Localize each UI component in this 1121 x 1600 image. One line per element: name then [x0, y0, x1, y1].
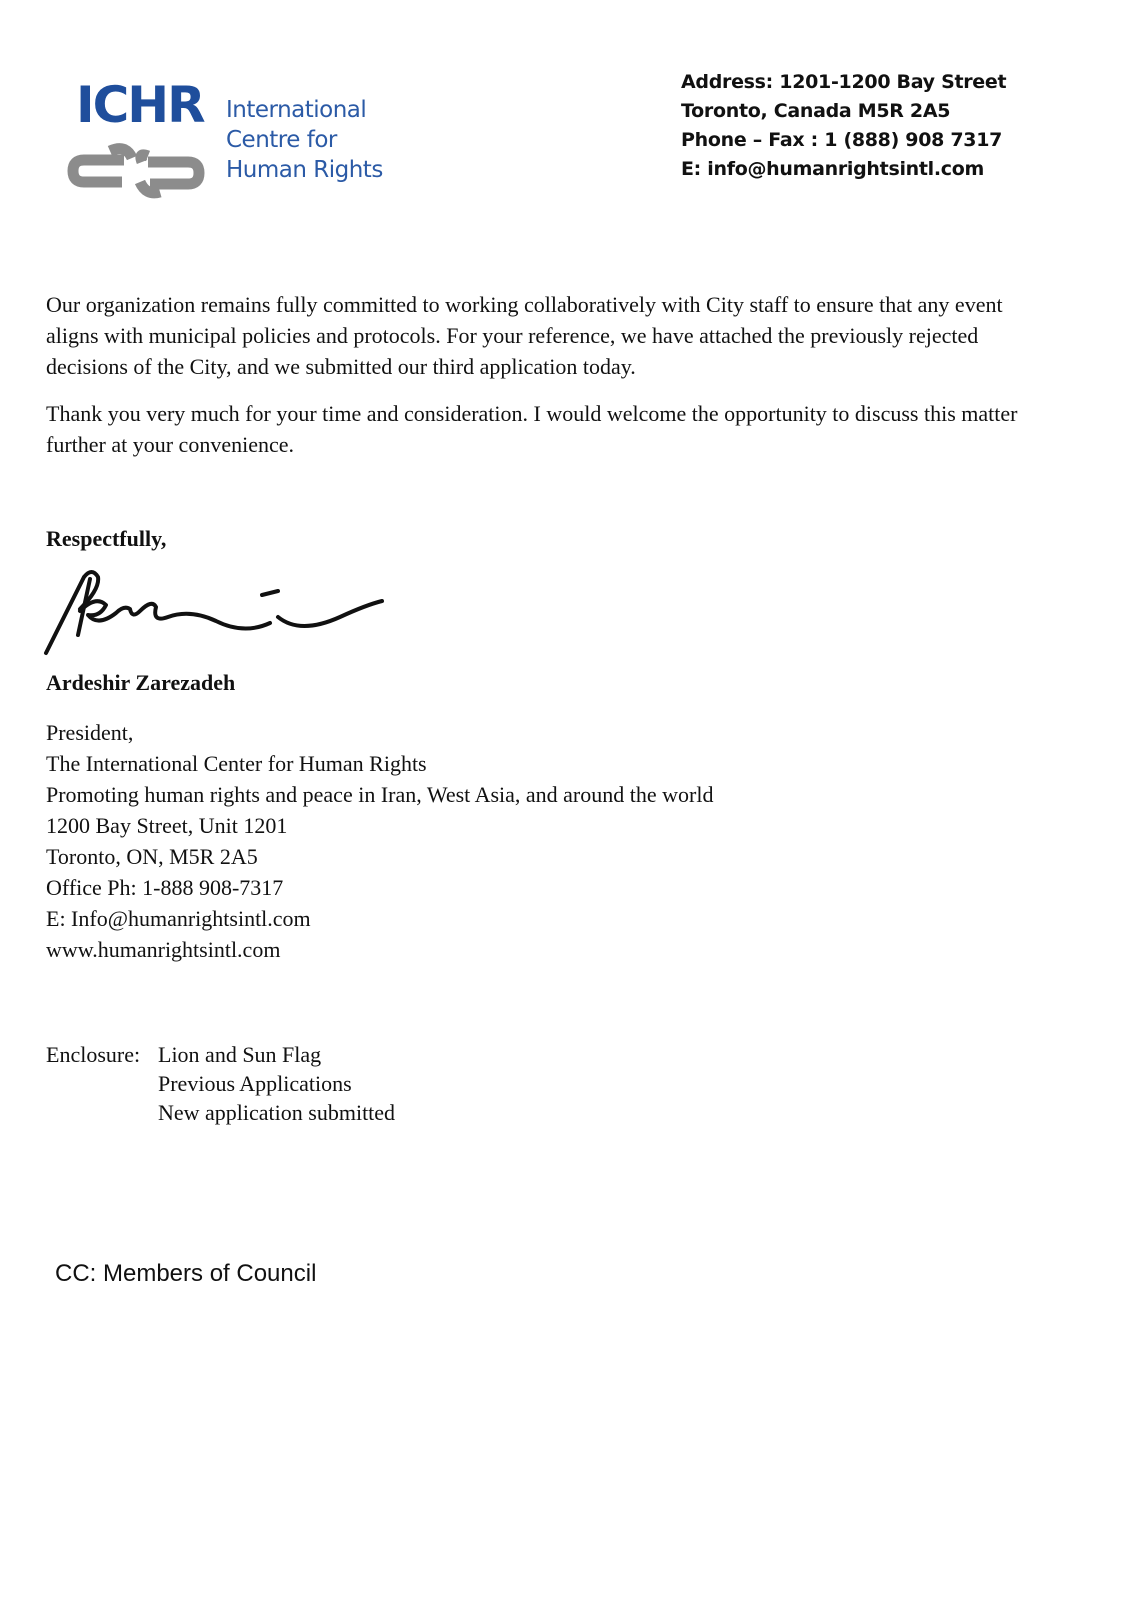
body-paragraph: Our organization remains fully committed to working collaboratively with City staff to ensure that any event aligns with municipal policies and protocols. For your reference, we have attached the previously rejected decisions of the City, and we submitted our third application today.: [46, 292, 1003, 379]
letterhead-email: E: info@humanrightsintl.com: [681, 158, 985, 180]
letterhead-phone: Phone – Fax : 1 (888) 908 7317: [681, 129, 1003, 151]
signer-address: 1200 Bay Street, Unit 1201: [46, 813, 288, 838]
handwritten-signature: [40, 565, 400, 660]
logo-organization-name: [226, 95, 383, 185]
enclosure-item: New application submitted: [158, 1100, 396, 1125]
signer-title: President,: [46, 720, 134, 745]
letterhead-city: Toronto, Canada M5R 2A5: [681, 100, 951, 122]
signer-phone: Office Ph: 1-888 908-7317: [46, 875, 284, 900]
logo-name-line: Centre for: [226, 127, 337, 153]
signer-name: Ardeshir Zarezadeh: [46, 670, 236, 695]
enclosure-item: Lion and Sun Flag: [158, 1042, 322, 1067]
enclosure-item: Previous Applications: [158, 1071, 352, 1096]
signer-organization: The International Center for Human Rights: [46, 751, 427, 776]
signer-tagline: Promoting human rights and peace in Iran, West Asia, and around the world: [46, 782, 714, 807]
signer-city: Toronto, ON, M5R 2A5: [46, 844, 258, 869]
broken-chain-icon: [66, 138, 206, 200]
signer-email[interactable]: E: Info@humanrightsintl.com: [46, 906, 311, 931]
enclosure-label: Enclosure:: [46, 1042, 141, 1067]
letterhead-address: Address: 1201-1200 Bay Street: [681, 71, 1007, 93]
signature-block: [46, 717, 713, 965]
letterhead-contact: [681, 68, 1006, 184]
body-paragraph: Thank you very much for your time and consideration. I would welcome the opportunity to discuss this matter further at your convenience.: [46, 401, 1018, 457]
closing: Respectfully,: [46, 526, 167, 551]
logo-name-line: International: [226, 97, 367, 123]
cc-line: CC: Members of Council: [55, 1260, 317, 1287]
logo-name-line: Human Rights: [226, 157, 383, 183]
signer-website[interactable]: www.humanrightsintl.com: [46, 937, 281, 962]
enclosure: [46, 1040, 395, 1127]
logo-abbreviation: ICHR: [76, 76, 204, 134]
